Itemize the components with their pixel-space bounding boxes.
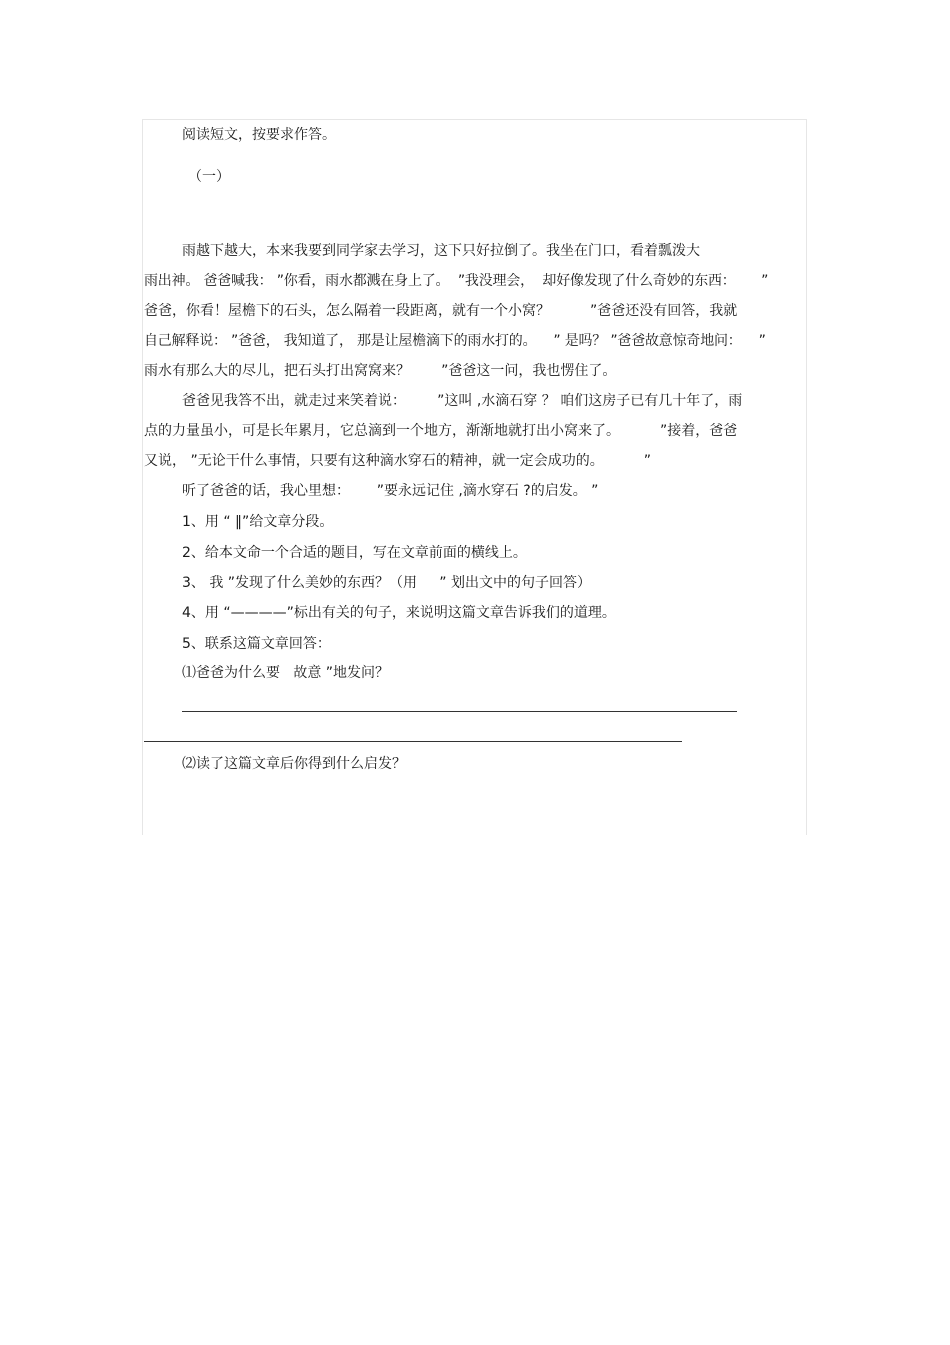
question-2: 2、给本文命一个合适的题目，写在文章前面的横线上。 xyxy=(182,545,527,561)
story-line-1: 雨越下越大，本来我要到同学家去学习，这下只好拉倒了。我坐在门口，看着瓢泼大 xyxy=(182,243,700,259)
story-line-9: 听了爸爸的话，我心里想： ”要永远记住 ,滴水穿石 ?的启发。 ” xyxy=(182,483,599,499)
document-frame xyxy=(142,119,807,835)
question-5: 5、联系这篇文章回答： xyxy=(182,636,331,652)
story-line-5: 雨水有那么大的尽儿，把石头打出窝窝来？ ”爸爸这一问，我也愣住了。 xyxy=(144,363,617,379)
section-label: （一） xyxy=(188,169,230,185)
answer-line-1[interactable] xyxy=(182,711,737,712)
story-line-8: 又说， ”无论干什么事情，只要有这种滴水穿石的精神，就一定会成功的。 ” xyxy=(144,453,652,469)
story-line-3: 爸爸，你看！屋檐下的石头，怎么隔着一段距离，就有一个小窝？ ”爸爸还没有回答，我就 xyxy=(144,303,738,319)
answer-line-2[interactable] xyxy=(144,741,682,742)
question-3: 3、 我 ”发现了什么美妙的东西？（用 ” 划出文中的句子回答） xyxy=(182,575,592,591)
instruction-text: 阅读短文，按要求作答。 xyxy=(182,127,336,143)
question-4: 4、用 “————”标出有关的句子，来说明这篇文章告诉我们的道理。 xyxy=(182,605,616,621)
story-line-6: 爸爸见我答不出，就走过来笑着说： ”这叫 ,水滴石穿 ？ 咱们这房子已有几十年了，雨 xyxy=(182,393,743,409)
sub-question-2: ⑵读了这篇文章后你得到什么启发？ xyxy=(182,756,406,772)
story-line-7: 点的力量虽小，可是长年累月，它总滴到一个地方，渐渐地就打出小窝来了。 ”接着，爸爸 xyxy=(144,423,738,439)
story-line-4: 自己解释说： ”爸爸， 我知道了， 那是让屋檐滴下的雨水打的。 ” 是吗？ ”爸爸故意惊奇地问： ” xyxy=(144,333,766,349)
question-1: 1、用 “ ‖”给文章分段。 xyxy=(182,514,334,530)
story-line-2: 雨出神。 爸爸喊我： ”你看，雨水都溅在身上了。 ”我没理会， 却好像发现了什么奇妙的东西： ” xyxy=(144,273,769,289)
sub-question-1: ⑴爸爸为什么要 故意 ”地发问？ xyxy=(182,665,390,681)
